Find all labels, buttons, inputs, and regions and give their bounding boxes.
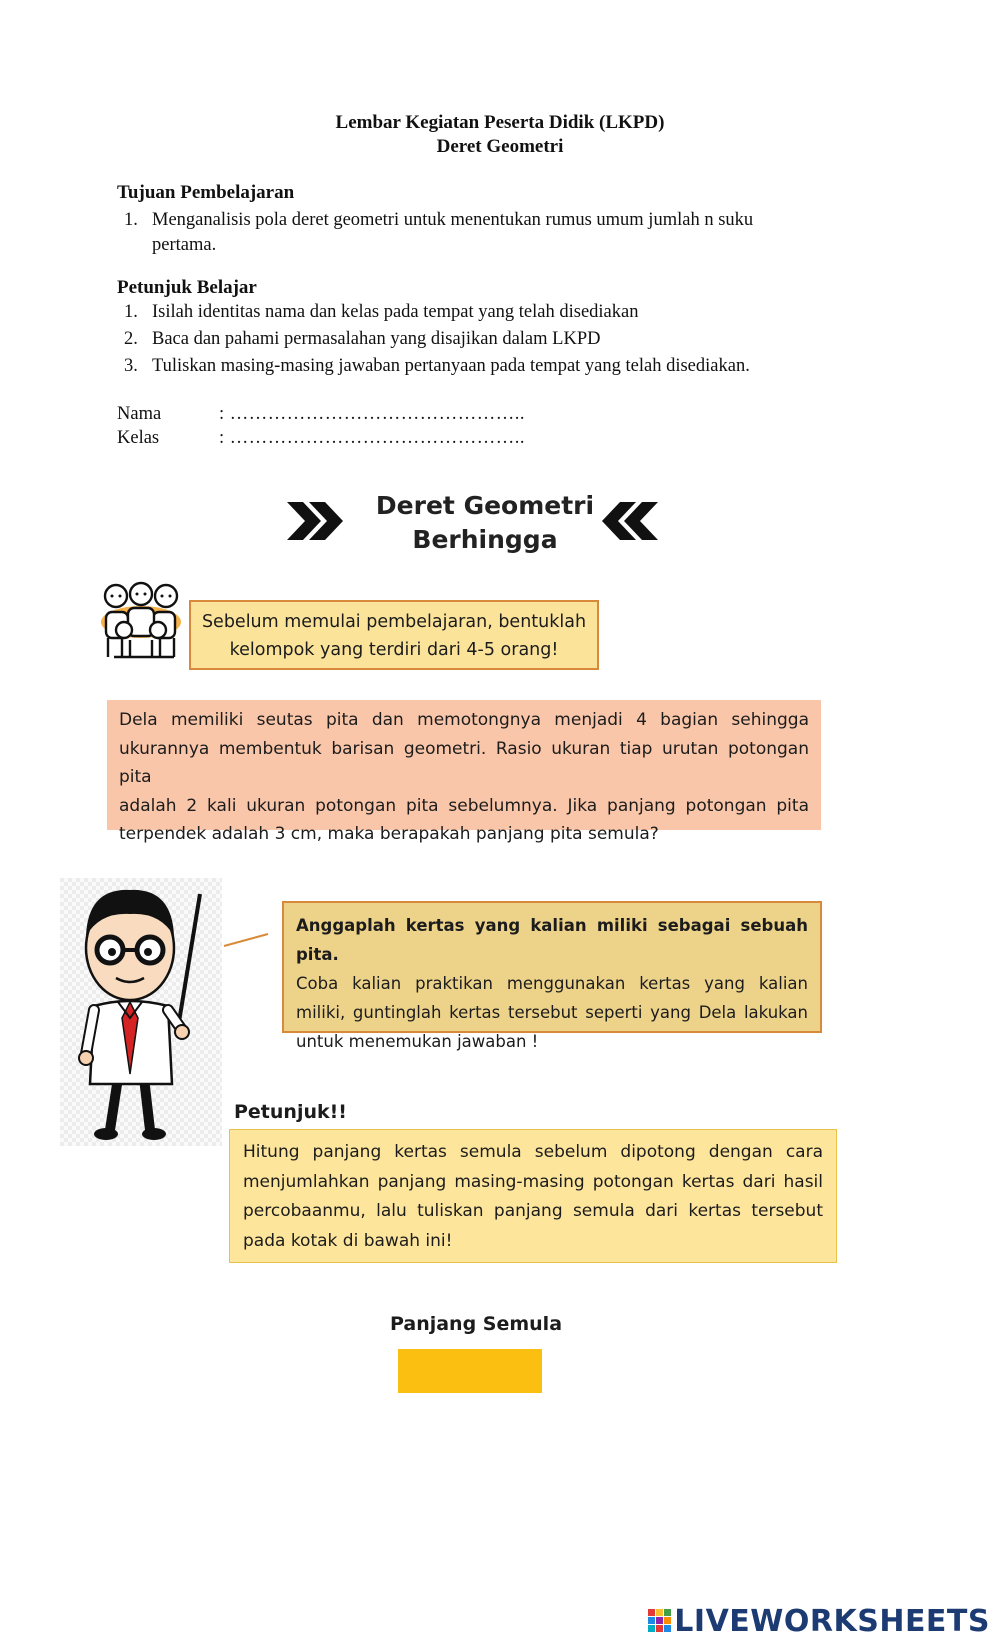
logo-text: LIVEWORKSHEETS [674,1604,990,1639]
answer-input[interactable] [398,1349,542,1393]
list-text: Baca dan pahami permasalahan yang disajikan dalam LKPD [152,329,601,349]
problem-line: terpendek adalah 3 cm, maka berapakah panjang pita semula? [119,824,659,844]
page-title: Lembar Kegiatan Peserta Didik (LKPD) [335,112,665,133]
instruction-line: untuk menemukan jawaban ! [296,1032,539,1051]
list-text: Isilah identitas nama dan kelas pada tempat yang telah disediakan [152,302,639,322]
hint-box [229,1129,837,1263]
instruction-line: miliki, guntinglah kertas tersebut seperti yang Dela lakukan [296,1003,808,1022]
nama-label: Nama [117,404,162,424]
teacher-illustration [60,878,222,1146]
page-subtitle: Deret Geometri [436,136,564,157]
kelas-label: Kelas [117,428,160,448]
hint-line: menjumlahkan panjang masing-masing potongan kertas dari hasil [243,1171,823,1192]
list-text: Tuliskan masing-masing jawaban pertanyaan pada tempat yang telah disediakan. [152,356,750,376]
list-text-cont: pertama. [152,235,217,255]
double-chevron-right-icon [285,498,345,544]
list-item [124,327,844,352]
answer-label: Panjang Semula [389,1313,563,1335]
instruction-line: Coba kalian praktikan menggunakan kertas yang kalian [296,974,808,993]
speech-pointer-line [222,930,272,950]
group-people-icon [100,578,182,660]
instruction-line: Anggaplah kertas yang kalian miliki sebagai sebuah pita. [296,916,808,964]
group-note-line2: kelompok yang terdiri dari 4-5 orang! [229,640,559,660]
list-number: 3. [124,356,138,376]
list-number: 1. [124,302,138,322]
list-number: 2. [124,329,138,349]
double-chevron-left-icon [600,498,660,544]
tujuan-heading: Tujuan Pembelajaran [117,182,295,203]
problem-line: ukurannya membentuk barisan geometri. Rasio ukuran tiap urutan potongan pita [119,738,809,787]
problem-line: Dela memiliki seutas pita dan memotongnya menjadi 4 bagian sehingga [119,710,809,730]
list-text: Menganalisis pola deret geometri untuk menentukan rumus umum jumlah n suku [152,210,754,230]
banner-title-line2: Berhingga [412,525,558,554]
problem-box [107,700,821,844]
group-note-box [189,600,599,670]
instruction-box [282,901,822,1051]
list-item [124,208,844,258]
kelas-field[interactable]: : ……………………………………….. [219,428,526,448]
banner-title-line1: Deret Geometri [375,491,595,520]
group-note-line1: Sebelum memulai pembelajaran, bentuklah [201,612,587,632]
hint-heading: Petunjuk!! [234,1101,347,1123]
nama-field[interactable]: : ……………………………………….. [219,404,526,424]
list-number: 1. [124,210,138,230]
hint-line: pada kotak di bawah ini! [243,1230,453,1251]
liveworksheets-logo [648,1604,990,1639]
hint-line: Hitung panjang kertas semula sebelum dipotong dengan cara [243,1142,823,1162]
list-item [124,354,844,379]
hint-line: percobaanmu, lalu tuliskan panjang semula dari kertas tersebut [243,1201,823,1221]
petunjuk-belajar-heading: Petunjuk Belajar [117,277,257,298]
problem-line: adalah 2 kali ukuran potongan pita sebelumnya. Jika panjang potongan pita [119,795,809,816]
list-item [124,300,844,325]
logo-grid-icon [648,1609,672,1633]
